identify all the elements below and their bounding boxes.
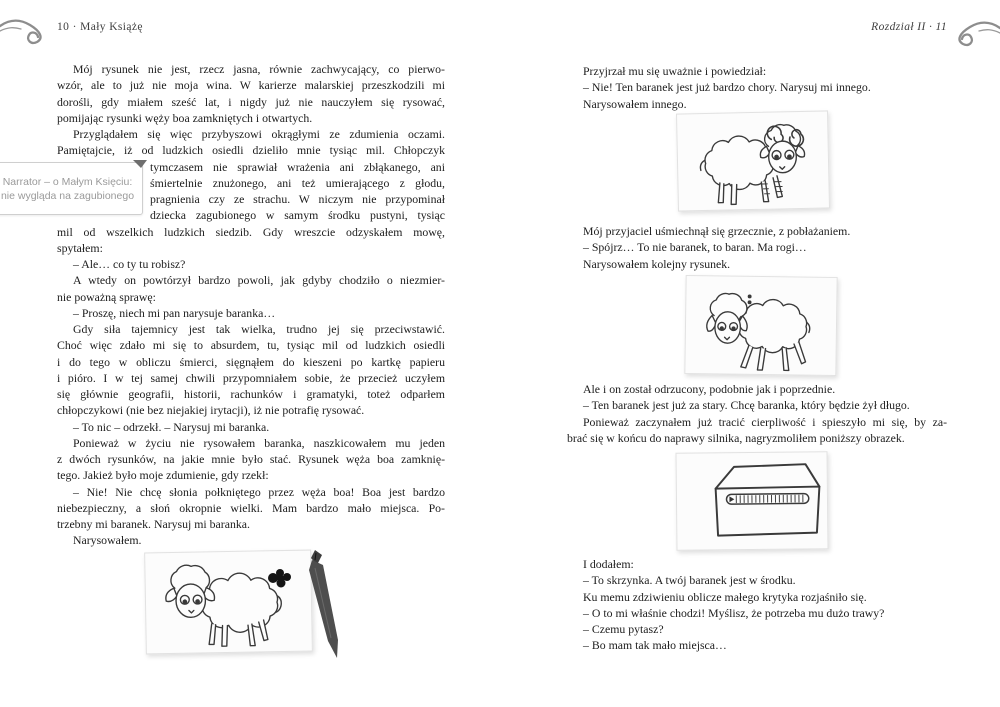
text-line: i do tego w obliczu śmierci, sięgnąłem do kieszeni po kartkę papieru: [57, 354, 445, 369]
right-text-block-4: [567, 556, 947, 654]
text-line: Choć więc zdało mi się to absurdem, tu, tysiąc mil od ludzkich osiedli: [57, 338, 445, 353]
text-line: Mój rysunek nie jest, rzecz jasna, równie zachwycający, co pierwo-: [73, 62, 445, 76]
text-line: – O to mi właśnie chodzi! Myślisz, że potrzeba mu dużo trawy?: [583, 605, 885, 620]
text-line: dorośli, gdy miałem sześć lat, i nigdy już nie nauczyłem się rysować,: [57, 94, 445, 109]
text-line: – Nie! Nie chcę słonia połkniętego przez węża boa! Boa jest bardzo: [73, 484, 445, 499]
margin-note-arrow-icon: [133, 160, 147, 168]
right-page: [500, 0, 1000, 707]
page-header-left: 10 · Mały Książę: [57, 21, 143, 33]
text-line: spytałem:: [57, 240, 103, 255]
crate-drawing: [677, 452, 826, 548]
text-line: Ponieważ zaczynałem już tracić cierpliwość i spieszyło mi się, by za-: [583, 414, 947, 429]
right-text-block-1: [567, 63, 947, 112]
text-line: brać się w końcu do naprawy silnika, nagryzmoliłem poniższy obrazek.: [567, 430, 905, 445]
text-line: Narysowałem innego.: [583, 96, 687, 111]
text-line: – Nie! Ten baranek jest już bardzo chory. Narysuj mi innego.: [583, 80, 871, 95]
text-line: I dodałem:: [583, 557, 634, 571]
text-line: wzór, ale to już nie moja wina. W karierze malarskiej przeszkodzili mi: [57, 78, 445, 93]
corner-flourish-icon: [946, 18, 1000, 50]
text-line: – Proszę, niech mi pan narysuje baranka…: [73, 305, 276, 320]
text-line: z dwóch rysunków, na jakie mnie było stać. Rysunek węża boa zamknię-: [57, 452, 445, 466]
drawing-paper: [675, 451, 828, 551]
drawing-paper: [684, 275, 837, 376]
text-line: – To skrzynka. A twój baranek jest w środku.: [583, 573, 796, 588]
text-line: – Ale… co ty tu robisz?: [73, 257, 186, 271]
page-header-right: Rozdział II · 11: [871, 21, 947, 33]
text-line: – To nic – odrzekł. – Narysuj mi baranka.: [73, 419, 270, 434]
text-line: Mój przyjaciel uśmiechnął się grzecznie, z pobłażaniem.: [583, 224, 851, 238]
margin-note: [0, 162, 143, 215]
text-line: Ale i on został odrzucony, podobnie jak i poprzednie.: [583, 382, 836, 396]
text-line: – Spójrz… To nie baranek, to baran. Ma rogi…: [583, 240, 807, 255]
text-line: Ponieważ w życiu nie rysowałem baranka, naszkicowałem mu jeden: [73, 435, 445, 450]
text-line: pragnienia czy ze strachu. W niczym nie przypominał: [150, 192, 445, 206]
text-line: dziecka zagubionego w samym środku pustyni, tysiąc: [150, 208, 445, 223]
pen-and-ink-blot: [145, 548, 345, 666]
text-line: tymczasem nie sprawiał wrażenia ani zbłąkanego, ani: [150, 159, 445, 174]
text-line: Narysowałem kolejny rysunek.: [583, 256, 731, 271]
text-line: mil od wszelkich ludzkich siedzib. Gdy wreszcie odzyskałem mowę,: [57, 224, 445, 239]
text-line: się głównie geografii, historii, rachunków i gramatyki, toteż odparłem: [57, 387, 445, 401]
figure-sheep-with-pen: [145, 548, 345, 666]
corner-flourish-icon: [0, 16, 54, 48]
text-line: – Bo mam tak mało miejsca…: [583, 638, 727, 653]
margin-note-line: Narrator – o Małym Księciu:: [2, 175, 133, 188]
left-text-column: [57, 61, 445, 549]
right-text-block-3: [567, 381, 947, 446]
drawing-paper: [676, 110, 830, 211]
text-line: nie poważną sprawę:: [57, 289, 156, 304]
text-line: Przyjrzał mu się uważnie i powiedział:: [583, 64, 767, 78]
text-line: A wtedy on powtórzył bardzo powoli, jak gdyby chodziło o niezmier-: [73, 273, 445, 288]
right-text-block-2: [567, 223, 947, 272]
ram-drawing: [677, 111, 827, 208]
old-sheep-drawing: [685, 276, 834, 373]
figure-ram-drawing: [677, 112, 827, 210]
text-line: śmiertelnie znużonego, ani też umierającego z głodu,: [150, 175, 445, 190]
text-line: – Ten baranek jest już za stary. Chcę baranka, który będzie żył długo.: [583, 398, 910, 413]
text-line: trzebny mi baranek. Narysuj mi baranka.: [57, 517, 250, 531]
text-line: i pióro. I w tej samej chwili przypomniałem sobie, że przecież uczyłem: [57, 370, 445, 385]
text-line: Narysowałem.: [73, 533, 142, 548]
text-line: – Czemu pytasz?: [583, 622, 664, 636]
text-line: Ku memu zdziwieniu oblicze małego krytyka rozjaśniło się.: [583, 589, 867, 604]
text-line: pomijając rysunki węży boa zamkniętych i otwartych.: [57, 110, 313, 125]
margin-note-line: nie wygląda na zagubionego: [0, 189, 135, 202]
text-line: Gdy siła tajemnicy jest tak wielka, trudno jej się przeciwstawić.: [73, 322, 445, 336]
text-line: chłopczykowi (nie bez niejakiej irytacji), iż nie potrafię rysować.: [57, 403, 365, 418]
text-line: tego. Jakież było moje zdumienie, gdy rzekł:: [57, 468, 269, 483]
figure-old-sheep-drawing: [685, 276, 835, 374]
text-line: niebezpieczny, a słoń okropnie wielki. Mam bardzo mało miejsca. Po-: [57, 500, 445, 515]
text-line: Pamiętajcie, iż od ludzkich osiedli dzieliło mnie tysiąc mil. Chłopczyk: [57, 143, 445, 158]
text-line: Przyglądałem się więc przybyszowi okrągłymi ze zdumienia oczami.: [73, 127, 445, 141]
figure-box-drawing: [676, 452, 826, 549]
